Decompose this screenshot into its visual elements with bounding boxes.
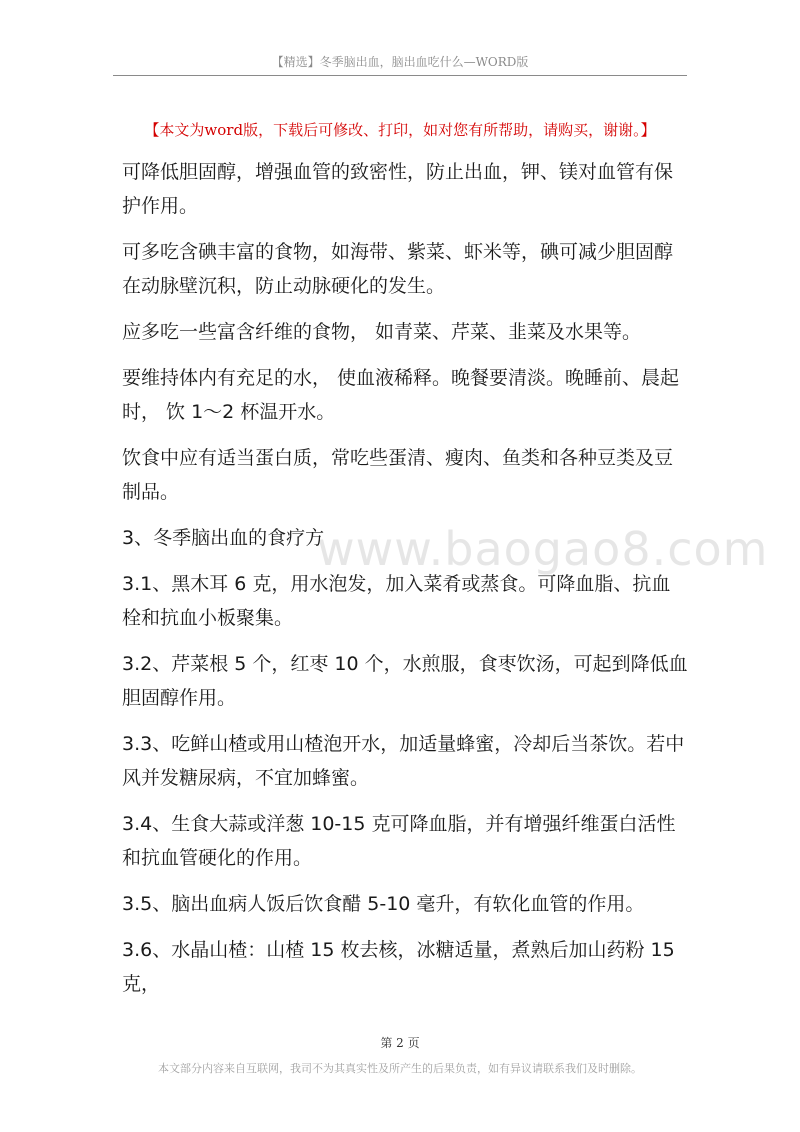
paragraph: 3.2、芹菜根 5 个，红枣 10 个，水煎服，食枣饮汤，可起到降低血胆固醇作用。: [122, 653, 688, 709]
footer-disclaimer: 本文部分内容来自互联网，我司不为其真实性及所产生的后果负责，如有异议请联系我们及时删除。: [158, 1062, 642, 1075]
header-divider: [113, 75, 687, 76]
page-header: 【精选】冬季脑出血，脑出血吃什么—WORD版: [271, 55, 529, 69]
paragraph: 3.6、水晶山楂：山楂 15 枚去核，冰糖适量，煮熟后加山药粉 15 克，: [122, 939, 675, 995]
paragraph: 可多吃含碘丰富的食物，如海带、紫菜、虾米等，碘可减少胆固醇在动脉壁沉积，防止动脉硬化的发生。: [122, 241, 674, 297]
paragraph: 3.4、生食大蒜或洋葱 10-15 克可降血脂，并有增强纤维蛋白活性和抗血管硬化的作用。: [122, 813, 676, 869]
paragraph: 3.3、吃鲜山楂或用山楂泡开水，加适量蜂蜜，冷却后当茶饮。若中风并发糖尿病，不宜加蜂蜜。: [122, 733, 685, 789]
paragraph: 3.5、脑出血病人饭后饮食醋 5-10 毫升，有软化血管的作用。: [122, 893, 645, 915]
purchase-notice: 【本文为word版，下载后可修改、打印，如对您有所帮助，请购买，谢谢。】: [144, 121, 656, 139]
paragraph: 饮食中应有适当蛋白质，常吃些蛋清、瘦肉、鱼类和各种豆类及豆制品。: [122, 447, 674, 503]
watermark: www.baogao8.com: [317, 522, 769, 576]
page-number: 第 2 页: [380, 1036, 420, 1050]
paragraph: 应多吃一些富含纤维的食物， 如青菜、芹菜、韭菜及水果等。: [122, 321, 642, 343]
section-heading: 3、冬季脑出血的食疗方: [122, 527, 325, 549]
paragraph: 3.1、黑木耳 6 克，用水泡发，加入菜肴或蒸食。可降血脂、抗血栓和抗血小板聚集。: [122, 573, 671, 629]
paragraph: 要维持体内有充足的水， 使血液稀释。晚餐要清淡。晚睡前、晨起时， 饮 1～2 杯温开水。: [122, 367, 680, 423]
document-body: [122, 155, 688, 1013]
paragraph: 可降低胆固醇，增强血管的致密性，防止出血，钾、镁对血管有保护作用。: [122, 161, 674, 217]
